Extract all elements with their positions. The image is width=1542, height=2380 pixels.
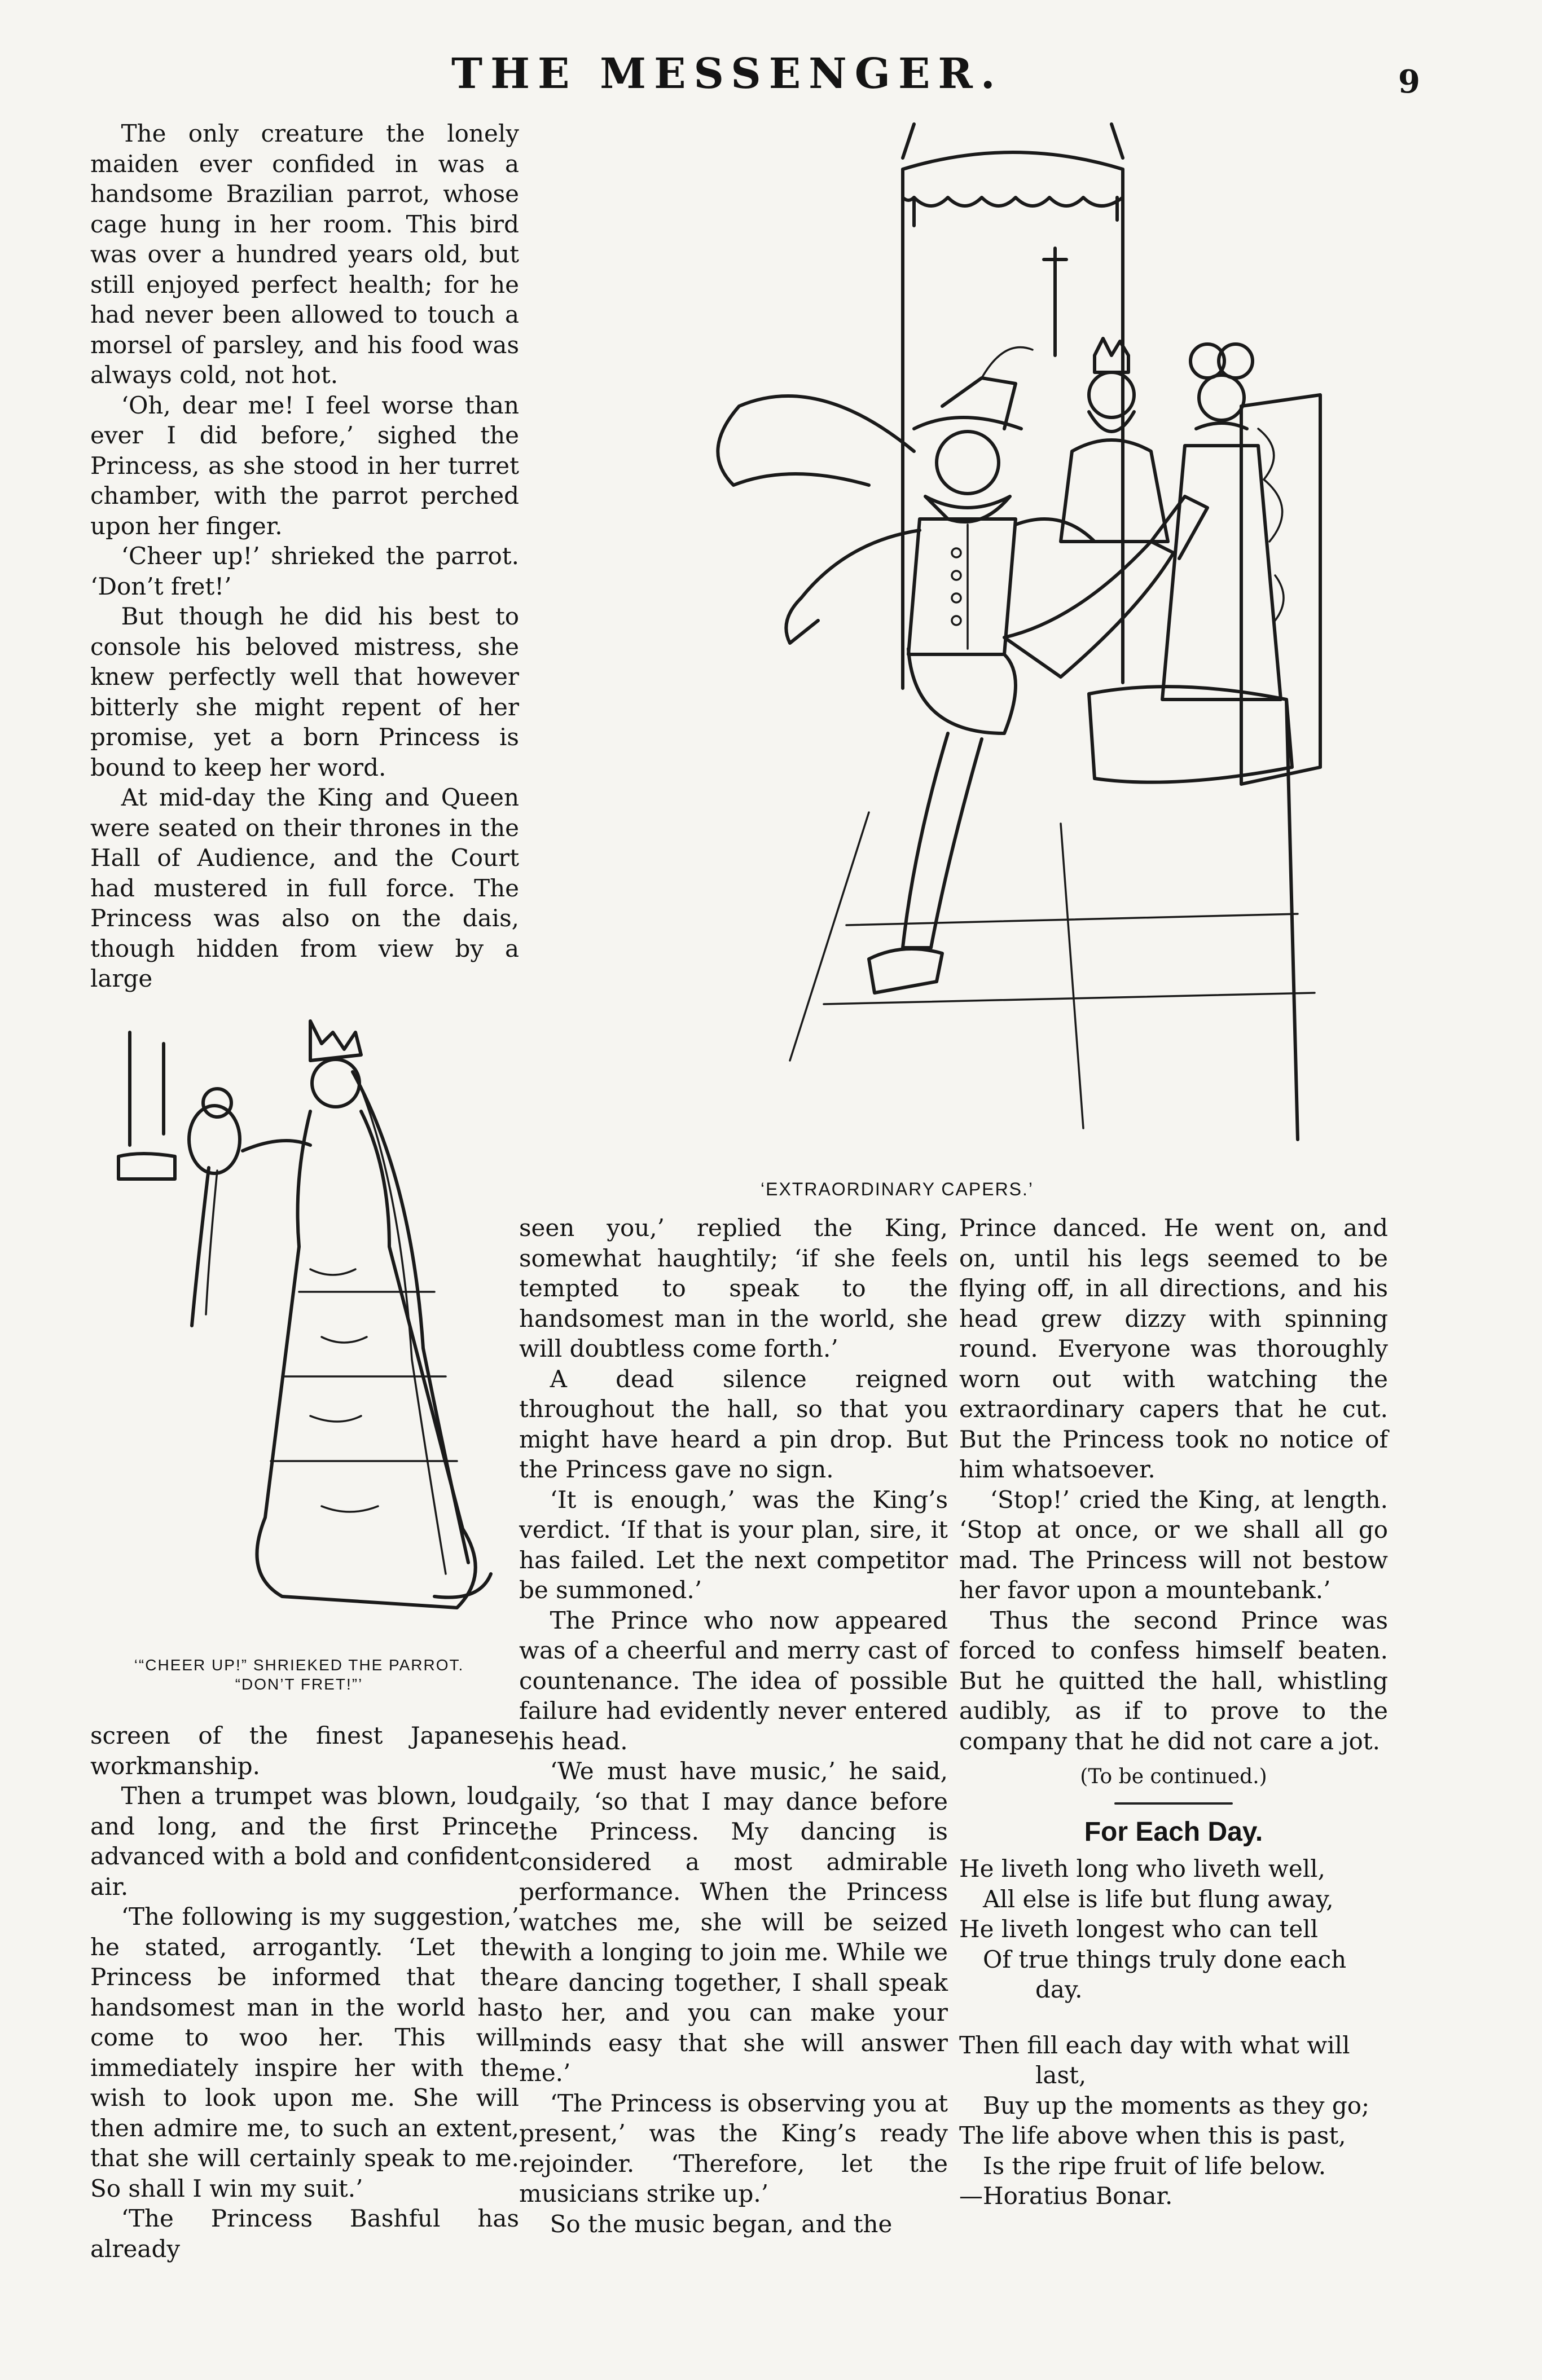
poem-line: Then fill each day with what will [959,2031,1350,2059]
paragraph: ‘The Princess is observing you at present,’ was the King’s ready rejoinder. ‘Therefore, let the musicians strike up.’ [519,2089,948,2207]
caption-extraordinary-capers: ‘EXTRAORDINARY CAPERS.’ [760,1179,1034,1199]
poem-line: Buy up the moments as they go; [983,2091,1370,2119]
poem [959,1854,1388,2211]
paragraph: screen of the finest Japanese workmanship. [90,1722,519,1780]
paragraph: ‘Stop!’ cried the King, at length. ‘Stop at once, or we shall all go mad. The Princess will not bestow her favor upon a mountebank.’ [959,1485,1388,1604]
paragraph: Then a trumpet was blown, loud and long, and the first Prince advanced with a bold and confident air. [90,1782,519,1901]
page-number: 9 [1398,63,1420,100]
parrot-illustration [96,1010,502,1647]
poem-line: last, [1035,2061,1087,2089]
poem-line: He liveth longest who can tell [959,1915,1319,1943]
paragraph: The only creature the lonely maiden ever confided in was a handsome Brazilian parrot, whose cage hung in her room. This bird was over a hundred years old, but still enjoyed perfect health; for he had never been allowed to touch a morsel of parsley, and his food was always cold, not hot. [90,120,519,389]
paragraph: ‘Cheer up!’ shrieked the parrot. ‘Don’t fret!’ [90,542,519,600]
column-2 [519,1213,948,2239]
column-1-continued [90,1721,519,2264]
paragraph: Thus the second Prince was forced to confess himself beaten. But he quitted the hall, whistling audibly, as if to prove to the company that he did not care a jot. [959,1606,1388,1755]
paragraph: seen you,’ replied the King, somewhat haughtily; ‘if she feels tempted to speak to the handsomest man in the world, she will doubtless come forth.’ [519,1214,948,1362]
paragraph: So the music began, and the [550,2210,893,2238]
poem-line: He liveth long who liveth well, [959,1855,1325,1882]
divider [1114,1802,1233,1805]
column-1 [90,118,519,994]
paragraph: Prince danced. He went on, and on, until his legs seemed to be flying off, in all directions, and his head grew dizzy with spinning round. Everyone was thoroughly worn out with watching the extraordinary capers that he cut. But the Princess took no notice of him whatsoever. [959,1214,1388,1483]
poem-line: The life above when this is past, [959,2122,1346,2149]
poem-title: For Each Day. [1084,1816,1263,1847]
poem-line: day. [1035,1976,1083,2003]
paragraph: A dead silence reigned throughout the hall, so that you might have heard a pin drop. But the Princess gave no sign. [519,1365,948,1483]
masthead: THE MESSENGER. [451,50,1003,98]
paragraph: ‘The Princess Bashful has already [90,2205,519,2263]
paragraph: ‘Oh, dear me! I feel worse than ever I did before,’ sighed the Princess, as she stood in her turret chamber, with the parrot perched upon her finger. [90,391,519,540]
poem-line: All else is life but flung away, [983,1885,1334,1913]
paragraph: The Prince who now appeared was of a cheerful and merry cast of countenance. The idea of possible failure had evidently never entered his head. [519,1606,948,1755]
to-be-continued: (To be continued.) [1080,1765,1267,1788]
poem-author: —Horatius Bonar. [959,2182,1173,2210]
paragraph: ‘The following is my suggestion,’ he stated, arrogantly. ‘Let the Princess be informed that the handsomest man in the world has come to woo her. This will immediately inspire her with the wish to look upon me. She will then admire me, to such an extent, that she will certainly speak to me. So shall I win my suit.’ [90,1903,519,2202]
stanza-gap [959,2005,1388,2030]
poem-line: Is the ripe fruit of life below. [983,2152,1326,2180]
column-3 [959,1213,1388,2211]
poem-line: Of true things truly done each [983,1945,1347,1973]
caption-cheer-up: ‘“CHEER UP!” SHRIEKED THE PARROT. “DON’T FRET!”’ [134,1656,464,1693]
paragraph: ‘It is enough,’ was the King’s verdict. ‘If that is your plan, sire, it has failed. Let the next competitor be summoned.’ [519,1485,948,1604]
paragraph: At mid-day the King and Queen were seated on their thrones in the Hall of Audience, and the Court had mustered in full force. The Princess was also on the dais, though hidden from view by a large [90,784,519,992]
paragraph: But though he did his best to console his beloved mistress, she knew perfectly well that however bitterly she might repent of her promise, yet a born Princess is bound to keep her word. [90,602,519,781]
paragraph: ‘We must have music,’ he said, gaily, ‘so that I may dance before the Princess. My dancing is considered a most admirable performance. When the Princess watches me, she will be seized with a longing to join me. While we are dancing together, I shall speak to her, and you can make your minds easy that she will answer me.’ [519,1757,948,2087]
dance-illustration [553,113,1478,1173]
